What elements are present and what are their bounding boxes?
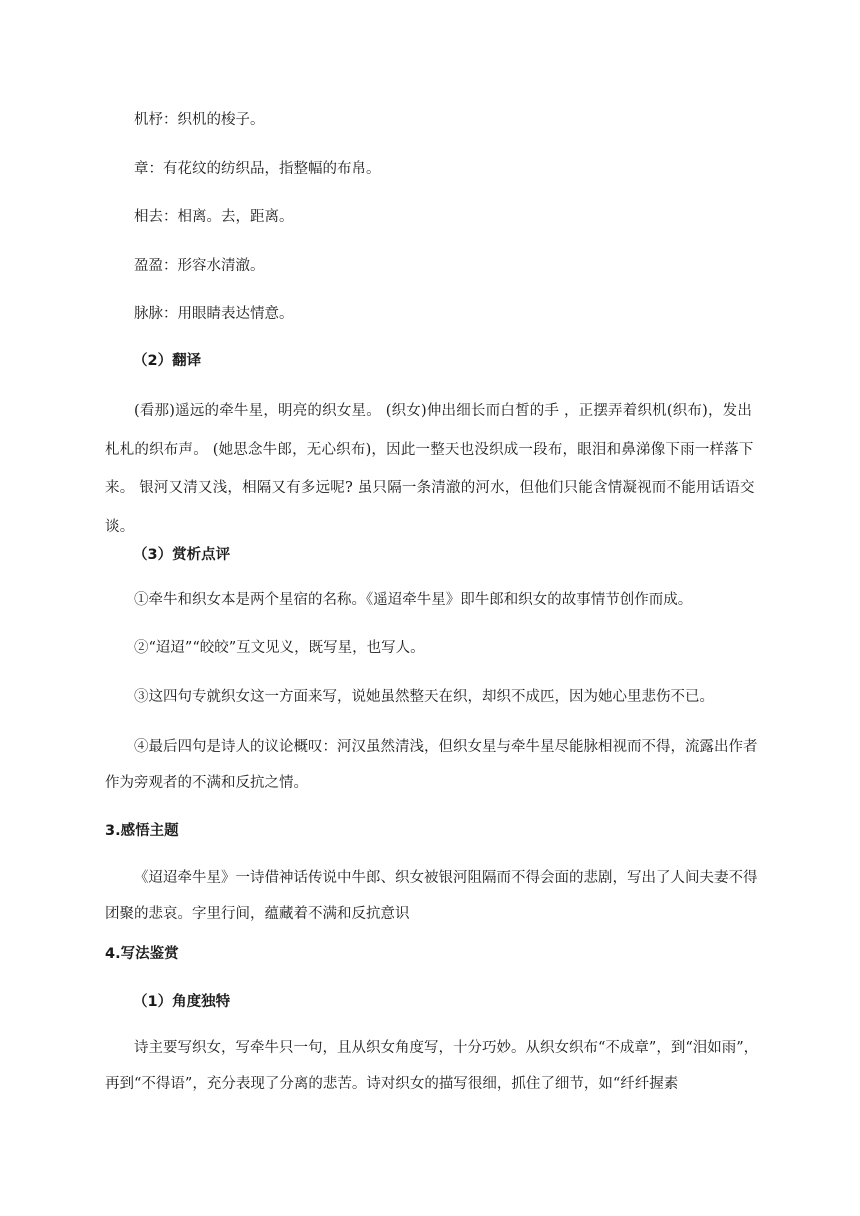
glossary-item: 章：有花纹的纺织品，指整幅的布帛。 [134,161,381,177]
appreciation-item: ②“迢迢”“皎皎”互文见义，既写星，也写人。 [134,640,425,656]
appreciation-heading: （3）赏析点评 [133,547,231,563]
theme-paragraph: 《迢迢牵牛星》一诗借神话传说中牛郎、织女被银河阻隔而不得会面的悲剧，写出了人间夫妻不得团聚的悲哀。字里行间，蕴藏着不满和反抗意识 [105,870,758,922]
translation-paragraph: (看那)遥远的牵牛星，明亮的织女星。 (织女)伸出细长而白皙的手 ，正摆弄着织机(织布)，发出札札的织布声。 (她思念牛郎，无心织布)，因此一整天也没织成一段布，眼泪和鼻涕像下雨一样落下来。 银河又清又浅，相隔又有多远呢? 虽只隔一条清澈的河水，但他们只能含情凝视而不能用话语交谈。 [105,403,755,535]
technique-paragraph: 诗主要写织女，写牵牛只一句，且从织女角度写，十分巧妙。从织女织布“不成章”，到“泪如雨”，再到“不得语”，充分表现了分离的悲苦。诗对织女的描写很细，抓住了细节，如“纤纤握素 [105,1040,759,1092]
translation-heading: （2）翻译 [133,353,202,369]
glossary-item: 盈盈：形容水清澈。 [134,258,265,274]
appreciation-item: ④最后四句是诗人的议论概叹：河汉虽然清浅，但织女星与牵牛星尽能脉相视而不得，流露出作者作为旁观者的不满和反抗之情。 [105,739,758,791]
appreciation-item: ①牵牛和织女本是两个星宿的名称。《遥迢牵牛星》即牛郎和织女的故事情节创作而成。 [134,592,693,608]
technique-subheading: （1）角度独特 [133,994,231,1010]
technique-heading: 4.写法鉴赏 [105,946,179,962]
appreciation-item: ③这四句专就织女这一方面来写，说她虽然整天在织，却织不成匹，因为她心里悲伤不已。 [134,689,714,705]
glossary-item: 机杼：织机的梭子。 [134,112,265,128]
glossary-item: 相去：相离。去，距离。 [134,209,294,225]
glossary-item: 脉脉：用眼睛表达情意。 [134,306,294,322]
theme-heading: 3.感悟主题 [105,823,179,839]
